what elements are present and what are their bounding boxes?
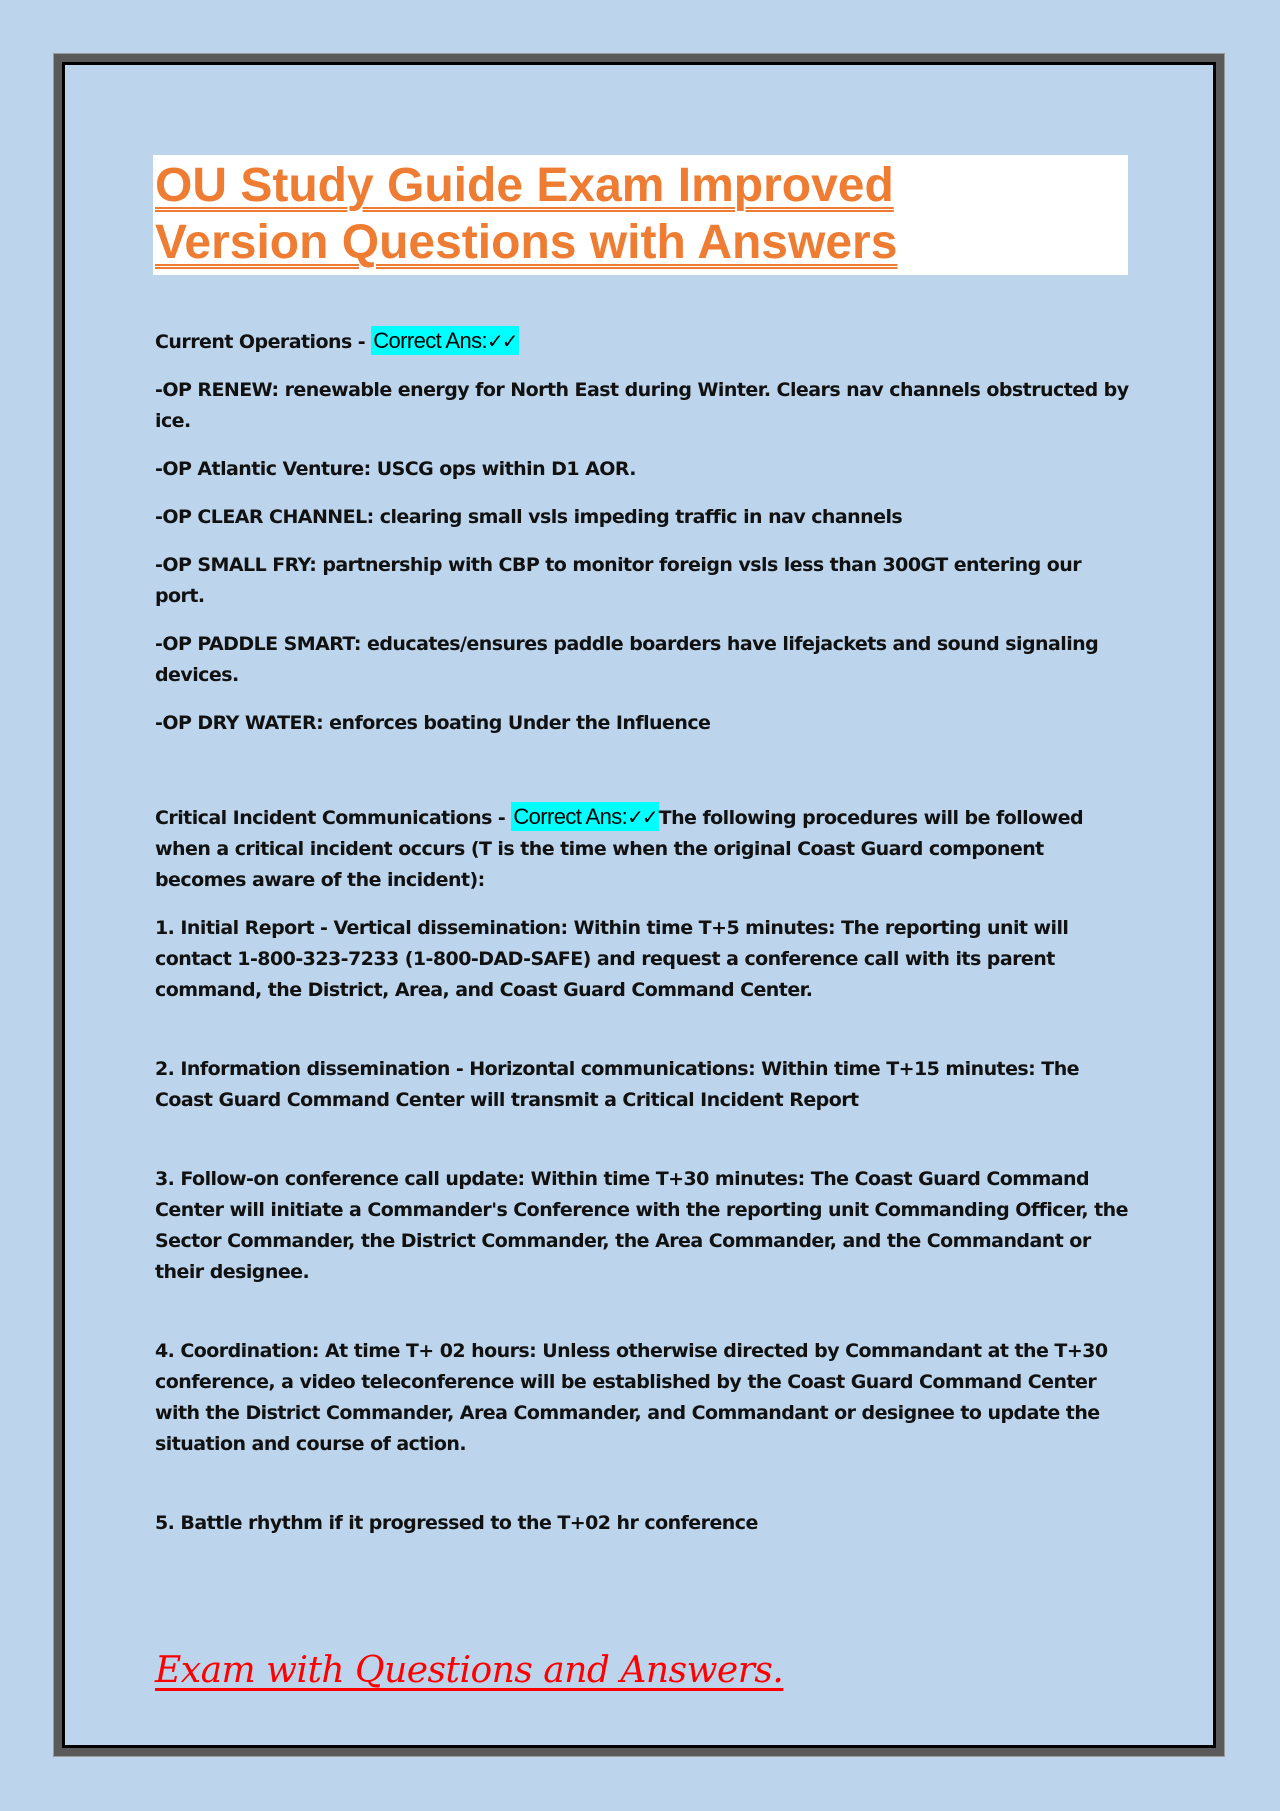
answer-paragraph: 4. Coordination: At time T+ 02 hours: Unless otherwise directed by Commandant at the T+30 conference, a video teleconference will be established by the Coast Guard Command Center with the District Commander, Area Commander, and Commandant or designee to update the situation and course of action. [155,1340,1108,1455]
title-block [153,155,1128,275]
answer-paragraph: -OP RENEW: renewable energy for North East during Winter. Clears nav channels obstructed by ice. [155,379,1129,432]
correct-answer-badge [371,326,518,355]
answer-paragraph: -OP DRY WATER: enforces boating Under the Influence [155,712,711,734]
answer-paragraph: -OP PADDLE SMART: educates/ensures paddle boarders have lifejackets and sound signaling devices. [155,633,1099,686]
answer-paragraph: -OP Atlantic Venture: USCG ops within D1 AOR. [155,458,636,480]
answer-paragraph: 1. Initial Report - Vertical dissemination: Within time T+5 minutes: The reporting unit will contact 1-800-323-7233 (1-800-DAD-SAFE) and request a conference call with its parent command, the District, Area, and Coast Guard Command Center. [155,917,1069,1001]
question-current-operations [155,325,1130,358]
answer-label: Correct Ans: [513,804,628,829]
correct-answer-badge [511,802,658,831]
answer-label: Correct Ans: [373,328,488,353]
footer-tagline: Exam with Questions and Answers. [155,1650,784,1691]
document-title-line-1: OU Study Guide Exam Improved [155,159,894,212]
answer-paragraph: 2. Information dissemination - Horizontal communications: Within time T+15 minutes: The Coast Guard Command Center will transmit a Critical Incident Report [155,1058,1080,1111]
document-title-line-2: Version Questions with Answers [155,216,898,269]
double-check-icon: ✓✓ [627,807,657,829]
document-body [155,155,1130,1539]
answer-paragraph: 3. Follow-on conference call update: Within time T+30 minutes: The Coast Guard Command Center will initiate a Commander's Conference with the reporting unit Commanding Officer, the Sector Commander, the District Commander, the Area Commander, and the Commandant or their designee. [155,1168,1128,1283]
answer-inline-text: The following procedures will be followed when a critical incident occurs (T is the time when the original Coast Guard component becomes aware of the incident): [155,807,1084,891]
question-critical-incident-communications [155,801,1130,896]
answer-paragraph: -OP CLEAR CHANNEL: clearing small vsls impeding traffic in nav channels [155,506,903,528]
question-label: Current Operations - [155,331,372,353]
double-check-icon: ✓✓ [487,331,517,353]
answer-paragraph: 5. Battle rhythm if it progressed to the T+02 hr conference [155,1512,758,1534]
question-label: Critical Incident Communications - [155,807,512,829]
answer-paragraph: -OP SMALL FRY: partnership with CBP to monitor foreign vsls less than 300GT entering our port. [155,554,1082,607]
